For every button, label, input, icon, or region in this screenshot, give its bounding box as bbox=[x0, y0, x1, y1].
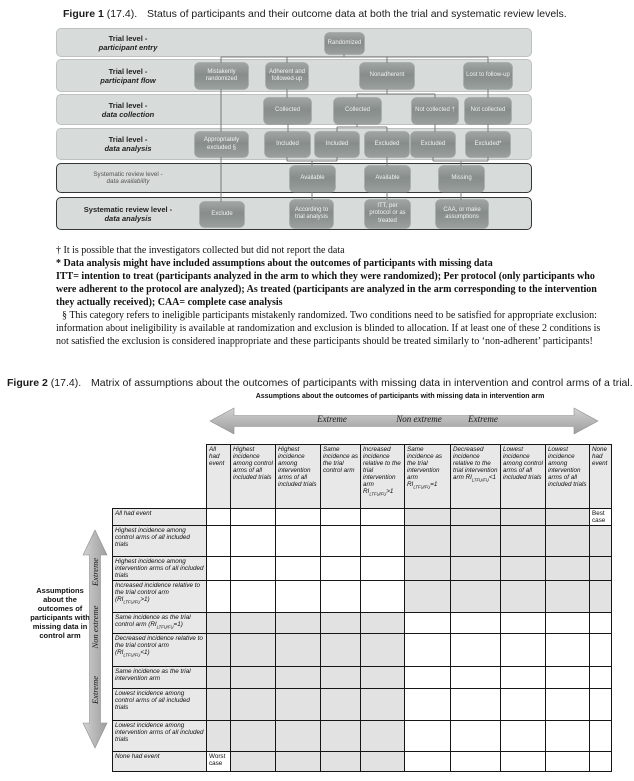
matrix-cell bbox=[231, 526, 276, 557]
band-label-line1: Trial level - bbox=[108, 66, 148, 76]
flowchart-box-mistakenly-randomized: Mistakenly randomized bbox=[195, 63, 248, 89]
flowchart-box-nonadherent: Nonadherent bbox=[360, 63, 414, 89]
matrix-row-header: Lowest incidence among intervention arms of all included trials bbox=[113, 721, 207, 752]
matrix-cell bbox=[361, 752, 405, 772]
matrix-cell bbox=[501, 634, 546, 667]
matrix-cell bbox=[501, 667, 546, 689]
matrix-column-header: Lowest incidence among control arms of all included trials bbox=[501, 445, 546, 509]
matrix-cell bbox=[276, 752, 321, 772]
matrix-cell bbox=[321, 613, 361, 634]
matrix-cell bbox=[276, 581, 321, 613]
matrix-cell bbox=[321, 526, 361, 557]
matrix-cell bbox=[501, 581, 546, 613]
matrix-cell bbox=[276, 613, 321, 634]
matrix-cell bbox=[405, 634, 451, 667]
flowchart-box-according-to-trial-analysis: According to trial analysis bbox=[290, 200, 333, 228]
matrix-row-header: Same incidence as the trial intervention arm bbox=[113, 667, 207, 689]
matrix-cell bbox=[546, 689, 590, 721]
band-label-line2: participant entry bbox=[98, 42, 158, 52]
matrix-cell bbox=[321, 721, 361, 752]
matrix-cell bbox=[546, 667, 590, 689]
matrix-column-header: Same incidence as the trial control arm bbox=[321, 445, 361, 509]
flowchart-box-randomized: Randomized bbox=[325, 33, 364, 54]
flowchart-box-included-1: Included bbox=[265, 132, 310, 157]
matrix-cell bbox=[405, 752, 451, 772]
band-label-line1: Trial level - bbox=[108, 135, 148, 144]
matrix-cell bbox=[207, 667, 231, 689]
matrix-cell bbox=[451, 557, 501, 581]
matrix-cell bbox=[501, 613, 546, 634]
flowchart-box-collected-2: Collected bbox=[334, 98, 381, 124]
matrix-cell bbox=[276, 509, 321, 526]
matrix-cell bbox=[405, 721, 451, 752]
matrix-cell bbox=[451, 526, 501, 557]
matrix-cell bbox=[590, 613, 612, 634]
matrix-cell bbox=[546, 509, 590, 526]
matrix-cell bbox=[405, 581, 451, 613]
flowchart-box-not-collected: Not collected bbox=[465, 98, 511, 124]
matrix-cell bbox=[501, 509, 546, 526]
flowchart-box-missing: Missing bbox=[439, 166, 484, 192]
matrix-column-header: Highest incidence among control arms of all included trials bbox=[231, 445, 276, 509]
matrix-cell bbox=[361, 526, 405, 557]
band-label-line2: data analysis bbox=[104, 144, 152, 153]
flowchart-box-adherent-followed-up: Adherent and followed-up bbox=[266, 63, 308, 89]
matrix-cell bbox=[231, 509, 276, 526]
matrix-cell bbox=[451, 509, 501, 526]
flowchart-box-excluded-2: Excluded bbox=[411, 132, 455, 157]
matrix-cell bbox=[231, 557, 276, 581]
matrix-row-header: All had event bbox=[113, 509, 207, 526]
v-arrow-label-extreme-top: Extreme bbox=[90, 558, 100, 587]
flowchart-box-caa-or-make-assumptions: CAA, or make assumptions bbox=[436, 200, 488, 228]
matrix-corner bbox=[113, 445, 207, 509]
matrix-cell bbox=[405, 526, 451, 557]
matrix-cell bbox=[405, 557, 451, 581]
matrix-cell bbox=[361, 667, 405, 689]
flowchart-box-available-1: Available bbox=[290, 166, 335, 192]
matrix-cell bbox=[451, 721, 501, 752]
matrix-cell bbox=[405, 667, 451, 689]
footnote-dagger: † It is possible that the investigators collected but did not report the data bbox=[56, 245, 345, 256]
figure2-label: Figure 2 bbox=[7, 377, 48, 389]
matrix-row-header: Lowest incidence among control arms of all included trials bbox=[113, 689, 207, 721]
matrix-cell: Worst case bbox=[207, 752, 231, 772]
v-arrow-label-non-extreme: Non extreme bbox=[90, 605, 100, 649]
matrix-cell bbox=[361, 613, 405, 634]
flowchart-box-not-collected-dagger: Not collected † bbox=[412, 98, 458, 124]
matrix-cell: Best case bbox=[590, 509, 612, 526]
matrix-cell bbox=[590, 667, 612, 689]
matrix-cell bbox=[501, 752, 546, 772]
h-arrow-label-non-extreme: Non extreme bbox=[396, 414, 442, 424]
band-label-line2: data collection bbox=[101, 109, 155, 119]
matrix-cell bbox=[451, 689, 501, 721]
matrix-row-header: Highest incidence among intervention arms of all included trials bbox=[113, 557, 207, 581]
matrix-row-header: Highest incidence among control arms of all included trials bbox=[113, 526, 207, 557]
band-label-line1: Trial level - bbox=[108, 100, 148, 110]
matrix-column-header: All had event bbox=[207, 445, 231, 509]
matrix-cell bbox=[321, 667, 361, 689]
assumption-matrix-container bbox=[112, 444, 612, 772]
matrix-cell bbox=[321, 557, 361, 581]
matrix-row-header: Decreased incidence relative to the trial control arm $(RI_{LTFU/FU}<1)$ bbox=[113, 634, 207, 667]
matrix-cell bbox=[231, 667, 276, 689]
control-arm-axis-label: Assumptions about the outcomes of participants with missing data in control arm bbox=[30, 586, 90, 640]
flowchart-box-exclude: Exclude bbox=[200, 202, 244, 227]
matrix-column-header: Highest incidence among intervention arms of all included trials bbox=[276, 445, 321, 509]
matrix-cell bbox=[231, 689, 276, 721]
band-label-line1: Trial level - bbox=[108, 33, 148, 43]
matrix-cell bbox=[546, 752, 590, 772]
matrix-cell bbox=[590, 752, 612, 772]
matrix-cell bbox=[451, 634, 501, 667]
matrix-cell bbox=[501, 557, 546, 581]
matrix-cell bbox=[546, 721, 590, 752]
matrix-column-header: None had event bbox=[590, 445, 612, 509]
figure1-number: (17.4). bbox=[106, 8, 138, 20]
matrix-cell bbox=[590, 689, 612, 721]
figure1-caption: Status of participants and their outcome data at both the trial and systematic review levels. bbox=[147, 8, 567, 20]
matrix-cell bbox=[207, 557, 231, 581]
matrix-cell bbox=[321, 752, 361, 772]
matrix-cell bbox=[546, 581, 590, 613]
matrix-cell bbox=[405, 613, 451, 634]
matrix-cell bbox=[321, 634, 361, 667]
footnote-asterisk: * Data analysis might have included assumptions about the outcomes of participants with missing data bbox=[56, 258, 493, 269]
matrix-cell bbox=[276, 634, 321, 667]
matrix-cell bbox=[207, 509, 231, 526]
flowchart-box-appropriately-excluded: Appropriately excluded § bbox=[195, 132, 248, 157]
flowchart-box-collected-1: Collected bbox=[264, 98, 311, 124]
band-label-line1: Systematic review level - bbox=[83, 204, 173, 214]
h-arrow-label-extreme-right: Extreme bbox=[468, 414, 498, 424]
matrix-cell bbox=[321, 581, 361, 613]
band-label-line1: Systematic review level - bbox=[93, 171, 163, 178]
matrix-cell bbox=[451, 667, 501, 689]
matrix-column-header: Same incidence as the trial intervention arm $RI_{LTFU/FU}=1$ bbox=[405, 445, 451, 509]
matrix-cell bbox=[207, 634, 231, 667]
figure2-title bbox=[7, 377, 633, 389]
flowchart-box-excluded-star: Excluded* bbox=[466, 132, 510, 157]
matrix-cell bbox=[207, 526, 231, 557]
matrix-cell bbox=[321, 509, 361, 526]
matrix-cell bbox=[501, 721, 546, 752]
matrix-cell bbox=[231, 752, 276, 772]
footnote-section: § This category refers to ineligible participants mistakenly randomized. Two conditions need to be satisfied for appropriate exclusion: information about ineligibility is available at randomization and exclusion is blinded to allocation. If at least one of these 2 conditions is not satisfied the exclusion is considered inappropriate and these participants should be treated similarly to ‘non-adherent’ participants! bbox=[56, 310, 601, 347]
figure1-footnotes bbox=[56, 244, 605, 348]
matrix-cell bbox=[451, 752, 501, 772]
matrix-cell bbox=[276, 557, 321, 581]
matrix-cell bbox=[231, 613, 276, 634]
matrix-cell bbox=[207, 689, 231, 721]
matrix-cell bbox=[546, 613, 590, 634]
matrix-cell bbox=[590, 634, 612, 667]
matrix-cell bbox=[276, 689, 321, 721]
matrix-cell bbox=[405, 689, 451, 721]
flowchart-box-available-2: Available bbox=[365, 166, 410, 192]
matrix-cell bbox=[207, 613, 231, 634]
matrix-cell bbox=[590, 526, 612, 557]
matrix-row-header: Same incidence as the trial control arm $(RI_{LTFU/FU}=1)$ bbox=[113, 613, 207, 634]
band-label-line2: data analysis bbox=[104, 213, 152, 223]
matrix-cell bbox=[361, 557, 405, 581]
figure1-label: Figure 1 bbox=[63, 8, 104, 20]
figure2-caption: Matrix of assumptions about the outcomes of participants with missing data in intervention and control arms of a trial. bbox=[91, 377, 633, 389]
matrix-cell bbox=[405, 509, 451, 526]
band-label-line2: participant flow bbox=[100, 75, 156, 85]
matrix-cell bbox=[207, 721, 231, 752]
matrix-column-header: Decreased incidence relative to the trial intervention arm $RI_{LTFU/FU}<1$ bbox=[451, 445, 501, 509]
flowchart-box-included-2: Included bbox=[315, 132, 359, 157]
matrix-cell bbox=[361, 581, 405, 613]
matrix-cell bbox=[546, 526, 590, 557]
matrix-cell bbox=[361, 689, 405, 721]
flowchart-box-lost-to-follow-up: Lost to follow-up bbox=[464, 63, 512, 89]
matrix-column-header: Lowest incidence among intervention arms of all included trials bbox=[546, 445, 590, 509]
flowchart-box-itt-per-protocol-as-treated: ITT, per protocol or as treated bbox=[365, 200, 410, 228]
matrix-cell bbox=[546, 557, 590, 581]
assumption-matrix bbox=[112, 444, 612, 772]
matrix-cell bbox=[231, 581, 276, 613]
flowchart-box-excluded-1: Excluded bbox=[365, 132, 409, 157]
matrix-cell bbox=[361, 509, 405, 526]
matrix-cell bbox=[451, 581, 501, 613]
footnote-itt-caa: ITT= intention to treat (participants analyzed in the arm to which they were randomized); Per protocol (only participants who were adherent to the protocol are analyzed); As treated (participants are analyzed in the arm corresponding to the intervention they actually received); CAA= complete case analysis bbox=[56, 271, 597, 308]
matrix-cell bbox=[207, 581, 231, 613]
matrix-cell bbox=[546, 634, 590, 667]
figure2-number: (17.4). bbox=[50, 377, 82, 389]
matrix-cell bbox=[276, 526, 321, 557]
matrix-cell bbox=[590, 557, 612, 581]
matrix-cell bbox=[276, 721, 321, 752]
v-arrow-label-extreme-bottom: Extreme bbox=[90, 676, 100, 705]
h-arrow-label-extreme-left: Extreme bbox=[317, 414, 347, 424]
intervention-arm-axis-label: Assumptions about the outcomes of participants with missing data in intervention arm bbox=[255, 393, 545, 400]
matrix-cell bbox=[231, 634, 276, 667]
matrix-cell bbox=[231, 721, 276, 752]
matrix-cell bbox=[590, 721, 612, 752]
matrix-column-header: Increased incidence relative to the trial intervention arm $RI_{LTFU/FU}>1$ bbox=[361, 445, 405, 509]
matrix-row-header: Increased incidence relative to the trial control arm $(RI_{LTFU/FU}>1)$ bbox=[113, 581, 207, 613]
matrix-cell bbox=[501, 526, 546, 557]
matrix-cell bbox=[501, 689, 546, 721]
matrix-cell bbox=[451, 613, 501, 634]
matrix-cell bbox=[276, 667, 321, 689]
band-label-line2: data availability bbox=[106, 178, 150, 185]
matrix-cell bbox=[361, 721, 405, 752]
matrix-cell bbox=[590, 581, 612, 613]
matrix-row-header: None had event bbox=[113, 752, 207, 772]
matrix-cell bbox=[321, 689, 361, 721]
matrix-cell bbox=[361, 634, 405, 667]
